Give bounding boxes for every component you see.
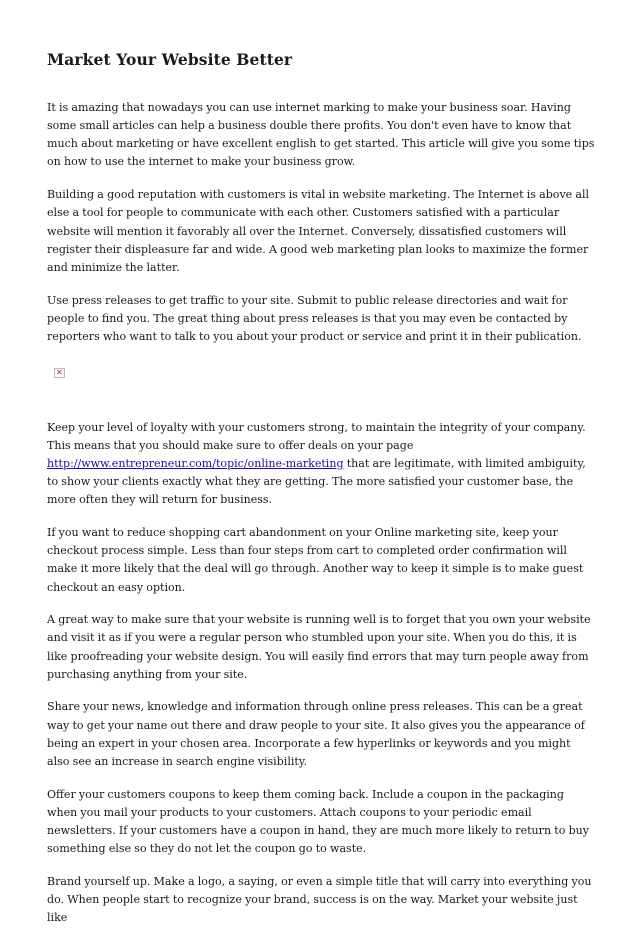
paragraph-press-releases: Use press releases to get traffic to your site. Submit to public release directories and wait for people to find you. The great thing about press releases is that you may even be contacted by reporters who want to talk to you about your product or service and print it in their publication.	[47, 293, 582, 343]
paragraph-intro: It is amazing that nowadays you can use internet marking to make your business soar. Having some small articles can help a business double there profits. You don't even have to know that much about marketing or have excellent english to get started. This article will give you some tips on how to use the internet to make your business grow.	[47, 101, 595, 169]
article-body	[47, 99, 595, 942]
paragraph-coupons: Offer your customers coupons to keep them coming back. Include a coupon in the packaging when you mail your products to your customers. Attach coupons to your periodic email newsletters. If your customers have a coupon in hand, they are much more likely to return to buy something else so they do not let the coupon go to waste.	[47, 787, 590, 856]
broken-image-icon	[54, 368, 65, 378]
entrepreneur-link[interactable]: http://www.entrepreneur.com/topic/online-marketing	[47, 456, 344, 470]
article-title: Market Your Website Better	[47, 50, 293, 69]
paragraph-loyalty	[47, 419, 595, 510]
embedded-image-placeholder	[47, 360, 595, 411]
loyalty-text-after-link: that are legitimate, with limited ambiguity, to show your clients exactly what they are getting. The more satisfied your customer base, the more often they will return for business.	[47, 456, 586, 507]
loyalty-text-before-link: Keep your level of loyalty with your customers strong, to maintain the integrity of your company. This means that you should make sure to offer deals on your page	[47, 420, 586, 452]
paragraph-checkout: If you want to reduce shopping cart abandonment on your Online marketing site, keep your checkout process simple. Less than four steps from cart to completed order confirmation will make it more likely that the deal will go through. Another way to keep it simple is to make guest checkout an easy option.	[47, 526, 584, 594]
paragraph-proofreading: A great way to make sure that your website is running well is to forget that you own your website and visit it as if you were a regular person who stumbled upon your site. When you do this, it is like proofreading your website design. You will easily find errors that may turn people away from purchasing anything from your site.	[47, 613, 591, 681]
paragraph-reputation: Building a good reputation with customers is vital in website marketing. The Internet is above all else a tool for people to communicate with each other. Customers satisfied with a particular website will mention it favorably all over the Internet. Conversely, dissatisfied customers will register their displeasure far and wide. A good web marketing plan looks to maximize the former and minimize the latter.	[47, 188, 590, 274]
paragraph-branding: Brand yourself up. Make a logo, a saying, or even a simple title that will carry into everything you do. When people start to recognize your brand, success is on the way. Market your website just like	[47, 874, 592, 925]
paragraph-news: Share your news, knowledge and information through online press releases. This can be a great way to get your name out there and draw people to your site. It also gives you the appearance of being an expert in your chosen area. Incorporate a few hyperlinks or keywords and you might also see an increase in search engine visibility.	[47, 700, 585, 768]
